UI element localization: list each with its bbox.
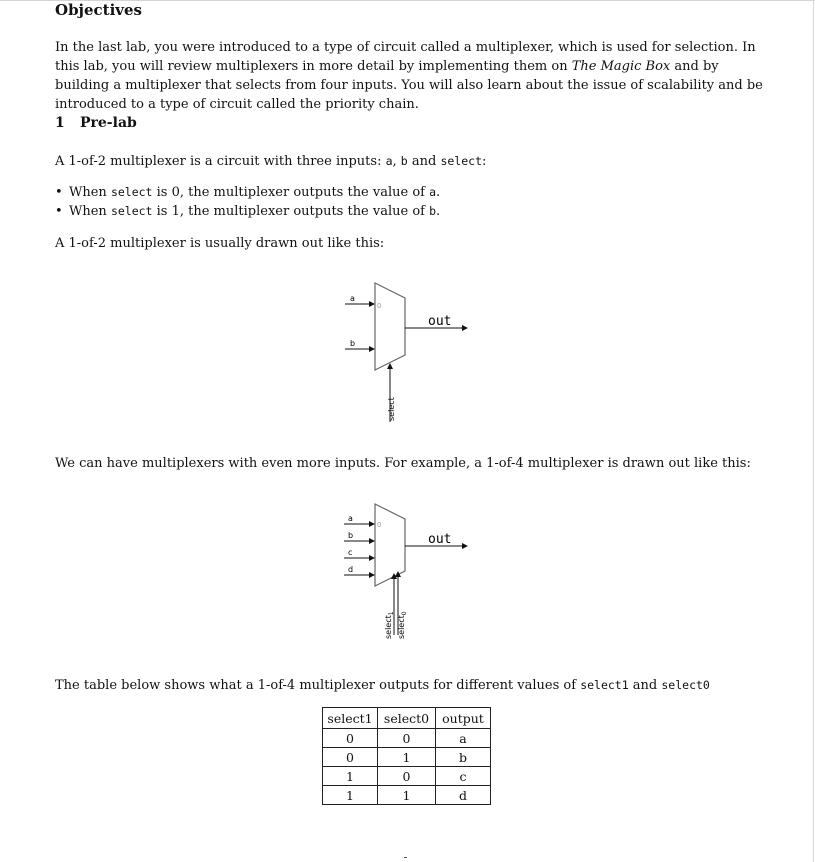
mux4-select1-label	[384, 611, 395, 639]
table-row	[323, 767, 491, 786]
mux2-select-label: select	[387, 397, 396, 421]
cell-select0: 1	[378, 748, 436, 767]
mux2-description	[55, 152, 763, 171]
right-rule	[813, 0, 814, 862]
table-intro	[55, 676, 763, 695]
table-intro-text: The table below shows what a 1-of-4 multiplexer outputs for different values of	[55, 678, 581, 693]
mux2-zero-mark: 0	[377, 302, 382, 310]
mux4-input-b-label: b	[348, 531, 354, 540]
mux4-input-c-label: c	[348, 548, 353, 557]
mux4-diagram	[330, 500, 480, 645]
cell-select1: 1	[323, 767, 378, 786]
mux2-diagram	[330, 280, 480, 428]
cell-output: b	[436, 748, 491, 767]
objectives-heading: Objectives	[55, 1, 142, 19]
section-heading	[55, 115, 137, 131]
bullet-0-code: select	[110, 185, 153, 199]
cell-select0: 1	[378, 786, 436, 805]
mux2-output-label: out	[428, 314, 452, 329]
page-number-fragment	[404, 857, 407, 858]
bullet-1-pre: When	[69, 204, 111, 219]
truth-table-header-row	[323, 708, 491, 729]
cell-output: c	[436, 767, 491, 786]
section-title: Pre-lab	[80, 115, 137, 131]
intro-text-1: In the last lab, you were introduced to a type of circuit called a multiplexer, which is used for selection. In this lab, you will review multiplexers in more detail by implementing them on	[55, 40, 756, 74]
cell-output: d	[436, 786, 491, 805]
mux2-input-b-label: b	[350, 339, 356, 348]
mux2-desc-text: A 1-of-2 multiplexer is a circuit with three inputs:	[55, 154, 386, 169]
magic-box-title: The Magic Box	[571, 59, 671, 74]
bullet-0-code2: a	[429, 185, 437, 199]
header-output: output	[436, 708, 491, 729]
intro-paragraph	[55, 38, 763, 114]
bullet-1-code: select	[110, 204, 153, 218]
table-row	[323, 748, 491, 767]
code-a: a	[385, 154, 393, 168]
header-select1: select1	[323, 708, 378, 729]
select-bullet-list	[55, 183, 440, 221]
cell-select0: 0	[378, 767, 436, 786]
mux4-input-a-label: a	[348, 514, 353, 523]
mux2-body	[375, 283, 405, 370]
cell-output: a	[436, 729, 491, 748]
header-select0: select0	[378, 708, 436, 729]
bullet-0-mid: is 0, the multiplexer outputs the value of	[152, 185, 430, 200]
code-select: select	[440, 154, 482, 168]
code-select0: select0	[661, 678, 710, 692]
mux4-intro-text: We can have multiplexers with even more inputs. For example, a 1-of-4 multiplexer is drawn out like this:	[55, 456, 751, 471]
bullet-select-1	[55, 202, 440, 221]
cell-select0: 0	[378, 729, 436, 748]
table-row	[323, 786, 491, 805]
bullet-select-0	[55, 183, 440, 202]
bullet-0-pre: When	[69, 185, 111, 200]
intro-text-2: and by building a multiplexer that selects from four inputs. You will also learn about the issue of scalability and be introduced to a type of circuit called the priority chain.	[55, 59, 763, 112]
mux4-select0-base: select	[397, 615, 406, 639]
table-row	[323, 729, 491, 748]
mux2-drawn-text: A 1-of-2 multiplexer is usually drawn out like this:	[55, 236, 385, 251]
bullet-1-post: .	[436, 204, 441, 219]
code-select1: select1	[580, 678, 629, 692]
mux2-desc-sep1: ,	[392, 154, 401, 169]
cell-select1: 1	[323, 786, 378, 805]
mux2-input-a-label: a	[350, 294, 355, 303]
mux4-zero-mark: 0	[377, 521, 382, 529]
mux4-select0-label	[397, 611, 408, 639]
mux2-desc-end: :	[482, 154, 487, 169]
cell-select1: 0	[323, 748, 378, 767]
mux4-select1-base: select	[384, 615, 393, 639]
bullet-1-code2: b	[429, 204, 437, 218]
code-b: b	[400, 154, 408, 168]
mux4-body	[375, 504, 405, 586]
mux2-desc-sep2: and	[407, 154, 441, 169]
bullet-0-post: .	[436, 185, 441, 200]
table-intro-mid: and	[628, 678, 662, 693]
mux4-select1-sub: 1	[388, 611, 395, 616]
mux4-input-d-label: d	[348, 565, 354, 574]
truth-table	[322, 707, 491, 805]
mux4-select0-sub: 0	[401, 611, 408, 616]
mux4-output-label: out	[428, 532, 452, 547]
section-number: 1	[55, 115, 65, 131]
bullet-1-mid: is 1, the multiplexer outputs the value of	[152, 204, 430, 219]
cell-select1: 0	[323, 729, 378, 748]
